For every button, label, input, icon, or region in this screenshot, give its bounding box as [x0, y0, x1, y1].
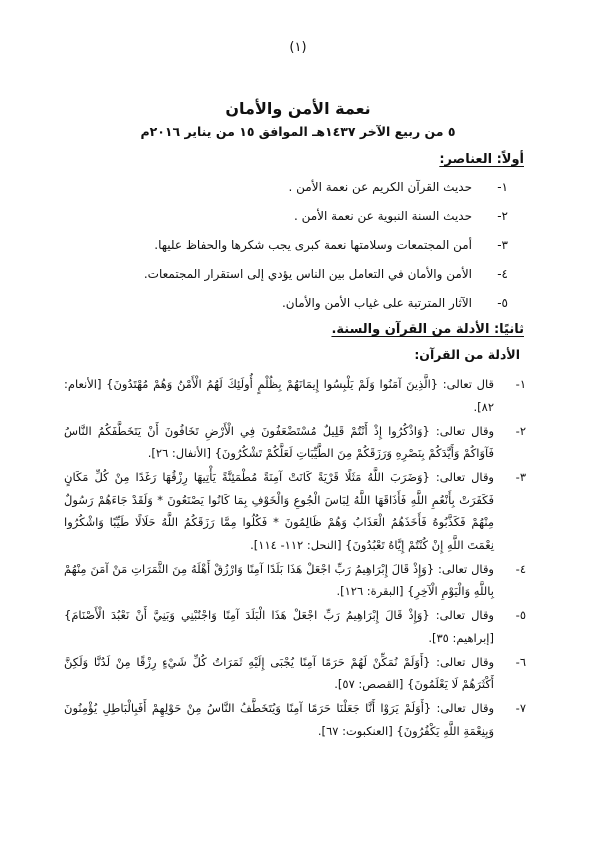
verse-item	[64, 466, 530, 556]
verse-item	[64, 604, 530, 649]
list-item-number: ٤-	[497, 267, 508, 281]
list-item	[68, 206, 508, 235]
date-line: ٥ من ربيع الآخر ١٤٣٧هـ الموافق ١٥ من يناير ٢٠١٦م	[140, 124, 456, 139]
verse-number: ٧-	[515, 701, 526, 715]
elements-list	[68, 177, 508, 322]
list-item-text: الآثار المترتبة على غياب الأمن والأمان.	[281, 296, 472, 310]
verse-item	[64, 697, 530, 742]
list-item-number: ١-	[497, 180, 508, 194]
list-item-text: حديث السنة النبوية عن نعمة الأمن .	[293, 209, 472, 223]
verse-item	[64, 420, 530, 465]
elements-heading: أولاً: العناصر:	[439, 152, 524, 167]
verse-item	[64, 373, 530, 418]
verse-text: وقال تعالى: {أَوَلَمْ يَرَوْا أَنَّا جَعَلْنَا حَرَمًا آمِنًا وَيُتَخَطَّفُ النَّاسُ مِنْ حَوْلِهِمْ أَفَبِالْبَاطِلِ يُؤْمِنُونَ وَبِنِعْمَةِ اللَّهِ يَكْفُرُونَ} [العنكبوت: ٦٧].	[64, 701, 494, 738]
verses-list	[64, 373, 530, 744]
list-item-number: ٣-	[497, 238, 508, 252]
verse-text: وقال تعالى: {أَوَلَمْ نُمَكِّنْ لَهُمْ حَرَمًا آمِنًا يُجْبَى إِلَيْهِ ثَمَرَاتُ كُلِّ شَيْءٍ رِزْقًا مِنْ لَدُنَّا وَلَكِنَّ أَكْثَرَهُمْ لَا يَعْلَمُونَ} [القصص: ٥٧].	[64, 654, 494, 691]
list-item-text: حديث القرآن الكريم عن نعمة الأمن .	[288, 180, 472, 194]
list-item-text: الأمن والأمان في التعامل بين الناس يؤدي إلى استقرار المجتمعات.	[143, 267, 472, 281]
quran-heading: الأدلة من القرآن:	[414, 347, 520, 362]
list-item-text: أمن المجتمعات وسلامتها نعمة كبرى يجب شكرها والحفاظ عليها.	[154, 238, 472, 252]
verse-number: ٥-	[515, 608, 526, 622]
verse-text: قال تعالى: {الَّذِينَ آمَنُوا وَلَمْ يَلْبِسُوا إِيمَانَهُمْ بِظُلْمٍ أُولَئِكَ لَهُمُ الْأَمْنُ وَهُمْ مُهْتَدُونَ} [الأنعام: ٨٢].	[64, 377, 494, 414]
evidence-heading: ثانيًا: الأدلة من القرآن والسنة.	[331, 322, 524, 337]
verse-text: وقال تعالى: {وَإِذْ قَالَ إِبْرَاهِيمُ رَبِّ اجْعَلْ هَذَا بَلَدًا آمِنًا وَارْزُقْ أَهْلَهُ مِنَ الثَّمَرَاتِ مَنْ آمَنَ مِنْهُمْ بِاللَّهِ وَالْيَوْمِ الْآخِرِ} [البقرة: ١٢٦].	[64, 561, 494, 598]
document-title: نعمة الأمن والأمان	[225, 99, 371, 118]
verse-number: ١-	[515, 377, 526, 391]
verse-item	[64, 651, 530, 696]
page-number: (١)	[289, 40, 307, 55]
list-item-number: ٢-	[497, 209, 508, 223]
verse-text: وقال تعالى: {وَاذْكُرُوا إِذْ أَنْتُمْ قَلِيلٌ مُسْتَضْعَفُونَ فِي الْأَرْضِ تَخَافُونَ أَنْ يَتَخَطَّفَكُمُ النَّاسُ فَآوَاكُمْ وَأَيَّدَكُمْ بِنَصْرِهِ وَرَزَقَكُمْ مِنَ الطَّيِّبَاتِ لَعَلَّكُمْ تَشْكُرُونَ} [الأنفال: ٢٦].	[64, 423, 494, 460]
list-item	[68, 235, 508, 264]
list-item	[68, 293, 508, 322]
verse-number: ٤-	[515, 561, 526, 576]
verse-number: ٣-	[515, 470, 526, 484]
verse-text: وقال تعالى: {وَضَرَبَ اللَّهُ مَثَلًا قَرْيَةً كَانَتْ آمِنَةً مُطْمَئِنَّةً يَأْتِيهَا رِزْقُهَا رَغَدًا مِنْ كُلِّ مَكَانٍ فَكَفَرَتْ بِأَنْعُمِ اللَّهِ فَأَذَاقَهَا اللَّهُ لِبَاسَ الْجُوعِ وَالْخَوْفِ بِمَا كَانُوا يَصْنَعُونَ * وَلَقَدْ جَاءَهُمْ رَسُولٌ مِنْهُمْ فَكَذَّبُوهُ فَأَخَذَهُمُ الْعَذَابُ وَهُمْ ظَالِمُونَ * فَكُلُوا مِمَّا رَزَقَكُمُ اللَّهُ حَلَالًا طَيِّبًا وَاشْكُرُوا نِعْمَتَ اللَّهِ إِنْ كُنْتُمْ إِيَّاهُ تَعْبُدُونَ} [النحل: ١١٢- ١١٤].	[64, 470, 494, 552]
list-item	[68, 264, 508, 293]
verse-item	[64, 558, 530, 603]
verse-number: ٦-	[515, 654, 526, 669]
verse-text: وقال تعالى: {وَإِذْ قَالَ إِبْرَاهِيمُ رَبِّ اجْعَلْ هَذَا الْبَلَدَ آمِنًا وَاجْنُبْنِي وَبَنِيَّ أَنْ نَعْبُدَ الْأَصْنَامَ} [إبراهيم: ٣٥].	[64, 608, 494, 645]
verse-number: ٢-	[515, 423, 526, 438]
list-item	[68, 177, 508, 206]
list-item-number: ٥-	[497, 296, 508, 310]
